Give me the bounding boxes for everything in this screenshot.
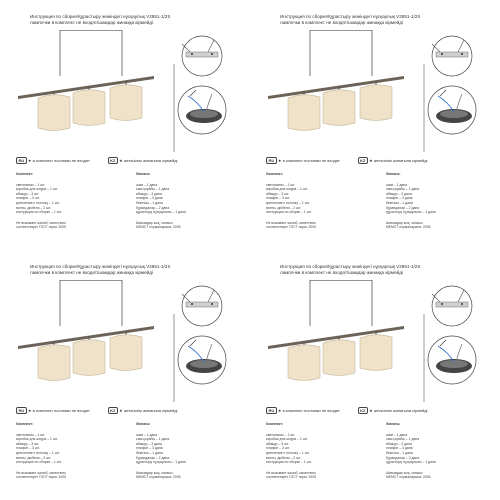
kit-line: коробка для шнура – 1 шт. — [266, 187, 308, 192]
kit-line: крепление к потолку – 1 шт. — [266, 450, 310, 455]
kit-line: шам – 1 дана — [136, 182, 158, 187]
kit-line: бекіткіш – 1 дана — [136, 450, 163, 455]
ru-flag-badge: RU — [266, 407, 277, 414]
subtitle-line: лампочки в комплект не входят/шамдар жинаққа кірмейді — [30, 270, 153, 275]
kit-line: абажур – 3 шт. — [16, 441, 39, 446]
kit-line: плафон – 3 шт. — [266, 196, 290, 201]
note-text: в комплект поставки не входит — [32, 408, 90, 413]
installation-diagram — [168, 284, 232, 404]
kit-line: светильник – 1 шт. — [16, 182, 46, 187]
instruction-sheet — [0, 0, 250, 250]
kit-heading: Жинағы: — [136, 422, 151, 426]
kit-line: абажур – 3 шт. — [266, 191, 289, 196]
kit-line: абажур – 3 шт. — [266, 441, 289, 446]
kit-line: сым қорабы – 1 дана — [136, 187, 170, 192]
kit-line: плафон – 3 шт. — [16, 196, 40, 201]
sheet-title — [30, 14, 230, 26]
kit-line: құрастыру нұсқаулығы – 1 дана — [386, 210, 436, 215]
footer-line: Шағымдар жоқ, сапасы — [386, 470, 423, 475]
kz-flag-badge: KZ — [108, 407, 118, 414]
kz-flag-badge: KZ — [358, 407, 368, 414]
kit-line: винты, дюбели – 2 шт. — [266, 455, 301, 460]
kit-list-ru — [16, 422, 121, 480]
sheet-title — [280, 14, 480, 26]
footer — [386, 221, 491, 230]
kit-line: светильник – 1 шт. — [266, 182, 296, 187]
note-text: в комплект поставки не входит — [282, 158, 340, 163]
subtitle-line: лампочки в комплект не входят/шамдар жинаққа кірмейді — [280, 270, 403, 275]
canopy-wiring-diagram — [428, 336, 476, 384]
footer — [386, 471, 491, 480]
mounting-bracket-diagram — [432, 36, 472, 76]
footer — [266, 471, 371, 480]
installation-diagram — [168, 34, 232, 154]
kit-heading: Жинағы: — [386, 172, 401, 176]
star-icon: ★ — [27, 408, 32, 413]
ru-flag-badge: RU — [16, 407, 27, 414]
kz-flag-badge: KZ — [108, 157, 118, 164]
mounting-bracket-diagram — [182, 286, 222, 326]
kit-line: шам – 1 дана — [136, 432, 158, 437]
note-text: в комплект поставки не входит — [282, 408, 340, 413]
kit-line: сым қорабы – 1 дана — [136, 437, 170, 442]
kit-list-kz — [136, 172, 241, 230]
kit-line: коробка для шнура – 1 шт. — [266, 437, 308, 442]
kit-list-ru — [266, 422, 371, 480]
lamp-illustration — [264, 30, 414, 140]
subtitle-line: лампочки в комплект не входят/шамдар жинаққа кірмейді — [280, 20, 403, 25]
star-icon: ★ — [369, 408, 373, 413]
footer-line: соответствует ГОСТ норм: 2005 — [16, 225, 66, 230]
kit-line: сым қорабы – 1 дана — [386, 437, 420, 442]
kit-line: абажур – 3 дана — [136, 191, 162, 196]
kit-line: бұрандалар – 2 дана — [386, 205, 420, 210]
note-text-kz: жеткізілім жинағына кірмейді — [373, 158, 428, 163]
note-row — [266, 407, 491, 417]
instruction-sheet — [250, 250, 500, 500]
kit-line: крепление к потолку – 1 шт. — [16, 450, 60, 455]
note-row — [16, 157, 241, 167]
installation-diagram — [418, 284, 482, 404]
kit-line: винты, дюбели – 2 шт. — [16, 205, 51, 210]
kit-line: плафон – 3 дана — [136, 196, 163, 201]
kit-line: инструкция по сборке – 1 шт. — [266, 210, 312, 215]
note-row — [266, 157, 491, 167]
kit-line: плафон – 3 дана — [136, 446, 163, 451]
footer-line: Не вызывает жалоб, качеством — [16, 470, 66, 475]
kit-line: коробка для шнура – 1 шт. — [16, 437, 58, 442]
title-line: Инструкция по сборке/Құрастыру жөніндегі нұсқаулық V2851-1/2S — [30, 14, 171, 19]
instruction-sheet — [250, 0, 500, 250]
star-icon: ★ — [119, 158, 123, 163]
note-text-kz: жеткізілім жинағына кірмейді — [123, 408, 178, 413]
canopy-wiring-diagram — [428, 86, 476, 134]
kit-columns — [16, 172, 241, 242]
kit-line: бекіткіш – 1 дана — [386, 200, 413, 205]
footer-line: МЕМСТ нормаларына: 2005 — [386, 225, 431, 230]
kit-line: бекіткіш – 1 дана — [386, 450, 413, 455]
kit-heading: Комплект: — [16, 172, 34, 176]
kit-line: крепление к потолку – 1 шт. — [266, 200, 310, 205]
kit-line: абажур – 3 дана — [386, 191, 412, 196]
footer-line: соответствует ГОСТ норм: 2005 — [266, 475, 316, 480]
title-line: Инструкция по сборке/Құрастыру жөніндегі нұсқаулық V2851-1/2S — [30, 264, 171, 269]
footer-line: Не вызывает жалоб, качеством — [266, 470, 316, 475]
lamp-illustration — [264, 280, 414, 390]
sheet-title — [280, 264, 480, 276]
note-text-kz: жеткізілім жинағына кірмейді — [123, 158, 178, 163]
lamp-illustration — [14, 280, 164, 390]
canopy-wiring-diagram — [178, 86, 226, 134]
star-icon: ★ — [119, 408, 123, 413]
kit-columns — [266, 422, 491, 492]
note-text-kz: жеткізілім жинағына кірмейді — [373, 408, 428, 413]
kit-line: инструкция по сборке – 1 шт. — [266, 460, 312, 465]
ru-flag-badge: RU — [266, 157, 277, 164]
footer-line: соответствует ГОСТ норм: 2005 — [266, 225, 316, 230]
kit-heading: Комплект: — [266, 422, 284, 426]
kit-line: крепление к потолку – 1 шт. — [16, 200, 60, 205]
kit-columns — [266, 172, 491, 242]
kit-list-kz — [136, 422, 241, 480]
kit-heading: Жинағы: — [136, 172, 151, 176]
kit-line: коробка для шнура – 1 шт. — [16, 187, 58, 192]
footer-line: Шағымдар жоқ, сапасы — [136, 220, 173, 225]
footer-line: МЕМСТ нормаларына: 2005 — [386, 475, 431, 480]
kit-line: плафон – 3 шт. — [266, 446, 290, 451]
kit-line: винты, дюбели – 2 шт. — [16, 455, 51, 460]
kit-line: шам – 1 дана — [386, 182, 408, 187]
kit-line: бұрандалар – 2 дана — [136, 205, 170, 210]
subtitle-line: лампочки в комплект не входят/шамдар жинаққа кірмейді — [30, 20, 153, 25]
star-icon: ★ — [369, 158, 373, 163]
kit-list-ru — [266, 172, 371, 230]
star-icon: ★ — [277, 408, 282, 413]
installation-diagram — [418, 34, 482, 154]
kit-line: құрастыру нұсқаулығы – 1 дана — [136, 460, 186, 465]
footer — [16, 471, 121, 480]
kit-line: плафон – 3 дана — [386, 196, 413, 201]
star-icon: ★ — [277, 158, 282, 163]
kit-line: светильник – 1 шт. — [16, 432, 46, 437]
kit-heading: Жинағы: — [386, 422, 401, 426]
kit-list-kz — [386, 422, 491, 480]
kit-line: құрастыру нұсқаулығы – 1 дана — [136, 210, 186, 215]
footer-line: МЕМСТ нормаларына: 2005 — [136, 475, 181, 480]
kit-heading: Комплект: — [16, 422, 34, 426]
sheet-title — [30, 264, 230, 276]
note-text: в комплект поставки не входит — [32, 158, 90, 163]
mounting-bracket-diagram — [432, 286, 472, 326]
kit-line: винты, дюбели – 2 шт. — [266, 205, 301, 210]
kit-list-ru — [16, 172, 121, 230]
kit-line: светильник – 1 шт. — [266, 432, 296, 437]
instruction-sheet — [0, 250, 250, 500]
kit-line: абажур – 3 дана — [386, 441, 412, 446]
ru-flag-badge: RU — [16, 157, 27, 164]
kit-line: абажур – 3 дана — [136, 441, 162, 446]
footer-line: Не вызывает жалоб, качеством — [16, 220, 66, 225]
title-line: Инструкция по сборке/Құрастыру жөніндегі нұсқаулық V2851-1/2S — [280, 264, 421, 269]
kit-line: құрастыру нұсқаулығы – 1 дана — [386, 460, 436, 465]
kit-list-kz — [386, 172, 491, 230]
footer-line: Шағымдар жоқ, сапасы — [386, 220, 423, 225]
kit-line: абажур – 3 шт. — [16, 191, 39, 196]
kit-line: сым қорабы – 1 дана — [386, 187, 420, 192]
note-row — [16, 407, 241, 417]
canopy-wiring-diagram — [178, 336, 226, 384]
kit-heading: Комплект: — [266, 172, 284, 176]
footer — [136, 471, 241, 480]
star-icon: ★ — [27, 158, 32, 163]
footer — [136, 221, 241, 230]
footer — [266, 221, 371, 230]
kit-line: бұрандалар – 2 дана — [386, 455, 420, 460]
footer-line: соответствует ГОСТ норм: 2005 — [16, 475, 66, 480]
kit-line: бұрандалар – 2 дана — [136, 455, 170, 460]
footer-line: МЕМСТ нормаларына: 2005 — [136, 225, 181, 230]
kit-line: шам – 1 дана — [386, 432, 408, 437]
kit-line: инструкция по сборке – 1 шт. — [16, 460, 62, 465]
kit-line: инструкция по сборке – 1 шт. — [16, 210, 62, 215]
kz-flag-badge: KZ — [358, 157, 368, 164]
lamp-illustration — [14, 30, 164, 140]
kit-line: плафон – 3 шт. — [16, 446, 40, 451]
footer — [16, 221, 121, 230]
footer-line: Шағымдар жоқ, сапасы — [136, 470, 173, 475]
title-line: Инструкция по сборке/Құрастыру жөніндегі нұсқаулық V2851-1/2S — [280, 14, 421, 19]
kit-line: плафон – 3 дана — [386, 446, 413, 451]
kit-line: бекіткіш – 1 дана — [136, 200, 163, 205]
mounting-bracket-diagram — [182, 36, 222, 76]
kit-columns — [16, 422, 241, 492]
footer-line: Не вызывает жалоб, качеством — [266, 220, 316, 225]
